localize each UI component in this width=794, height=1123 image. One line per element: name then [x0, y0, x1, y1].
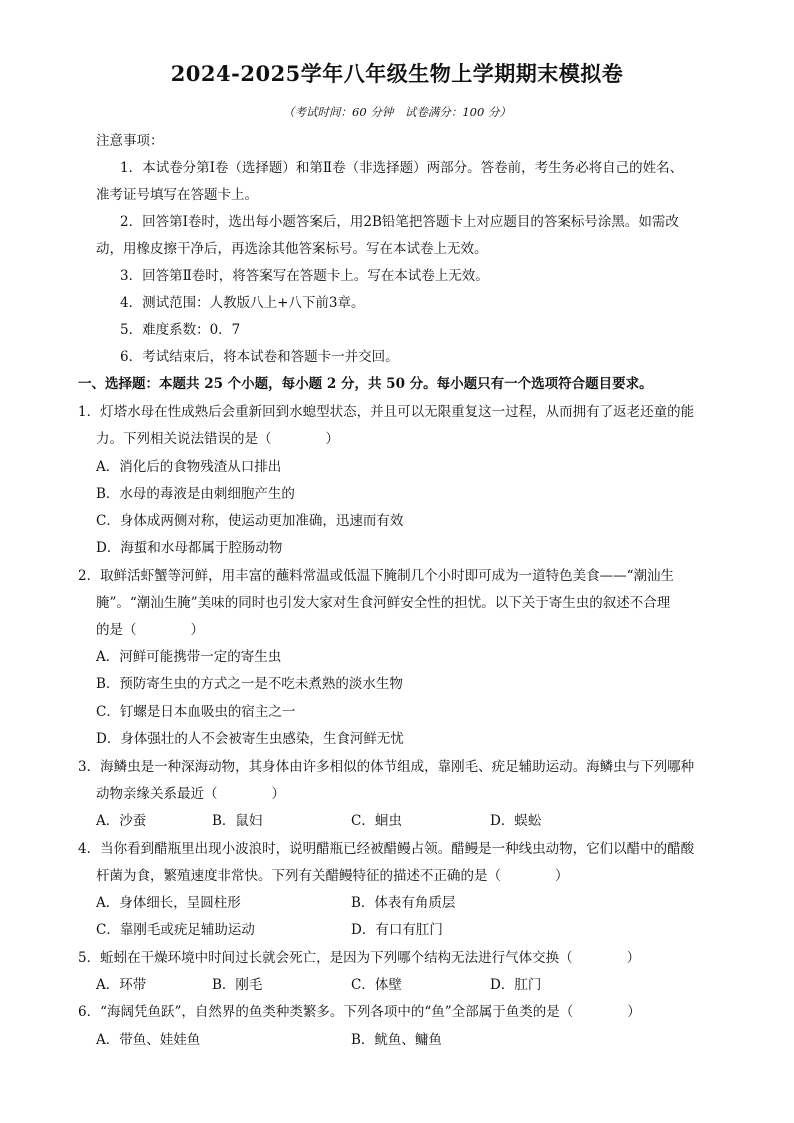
question-1-option-d: D．海蜇和水母都属于腔肠动物 [96, 540, 283, 556]
question-5-option-a: A．环带 [96, 977, 147, 993]
exam-info: （考试时间：60 分钟 试卷满分：100 分） [283, 105, 511, 119]
question-4-stem: 杆菌为食，繁殖速度非常快。下列有关醋鳗特征的描述不正确的是（ ） [96, 868, 569, 884]
question-3-stem: 动物亲缘关系最近（ ） [96, 786, 285, 802]
question-3-option-d: D．蜈蚣 [490, 813, 542, 829]
note-line: 2．回答第Ⅰ卷时，选出每小题答案后，用2B铅笔把答题卡上对应题目的答案标号涂黑。如需改 [120, 214, 679, 230]
question-3-option-a: A．沙蚕 [96, 813, 147, 829]
question-2-option-d: D．身体强壮的人不会被寄生虫感染，生食河鲜无忧 [96, 731, 404, 747]
question-6-option-a: A．带鱼、娃娃鱼 [96, 1032, 201, 1048]
question-2-option-a: A．河鲜可能携带一定的寄生虫 [96, 649, 282, 665]
question-1-stem: 力。下列相关说法错误的是（ ） [96, 431, 339, 447]
notes-heading: 注意事项： [96, 133, 164, 149]
question-2-stem: 腌”。“潮汕生腌”美味的同时也引发大家对生食河鲜安全性的担忧。以下关于寄生虫的叙述不合理 [96, 595, 671, 611]
question-4-option-b: B．体表有角质层 [351, 895, 456, 911]
note-line: 4．测试范围：人教版八上+八下前3章。 [120, 295, 365, 311]
question-4-option-a: A．身体细长，呈圆柱形 [96, 895, 241, 911]
question-5-option-c: C．体壁 [351, 977, 402, 993]
question-5-option-d: D．肛门 [490, 977, 542, 993]
section-heading: 一、选择题：本题共 25 个小题，每小题 2 分，共 50 分。每小题只有一个选项符合题目要求。 [78, 376, 653, 392]
question-1-stem: 1．灯塔水母在性成熟后会重新回到水螅型状态，并且可以无限重复这一过程，从而拥有了返老还童的能 [78, 404, 695, 420]
question-4-stem: 4．当你看到醋瓶里出现小波浪时，说明醋瓶已经被醋鳗占领。醋鳗是一种线虫动物，它们以醋中的醋酸 [78, 841, 695, 857]
note-line: 准考证号填写在答题卡上。 [96, 187, 258, 203]
note-line: 动，用橡皮擦干净后，再选涂其他答案标号。写在本试卷上无效。 [96, 241, 488, 257]
question-2-option-b: B．预防寄生虫的方式之一是不吃未煮熟的淡水生物 [96, 676, 403, 692]
question-5-option-b: B．刚毛 [212, 977, 263, 993]
question-4-option-c: C．靠刚毛或疣足辅助运动 [96, 922, 255, 938]
question-2-stem: 的是（ ） [96, 622, 204, 638]
question-6-option-b: B．鱿鱼、鳙鱼 [351, 1032, 442, 1048]
question-3-stem: 3．海鳞虫是一种深海动物，其身体由许多相似的体节组成，靠刚毛、疣足辅助运动。海鳞虫与下列哪种 [78, 759, 695, 775]
note-line: 3．回答第Ⅱ卷时，将答案写在答题卡上。写在本试卷上无效。 [120, 268, 489, 284]
question-4-option-d: D．有口有肛门 [351, 922, 443, 938]
question-1-option-b: B．水母的毒液是由刺细胞产生的 [96, 486, 295, 502]
note-line: 6．考试结束后，将本试卷和答题卡一并交回。 [120, 349, 399, 365]
question-5-stem: 5．蚯蚓在干燥环境中时间过长就会死亡，是因为下列哪个结构无法进行气体交换（ ） [78, 950, 641, 966]
question-2-stem: 2．取鲜活虾蟹等河鲜，用丰富的蘸料常温或低温下腌制几个小时即可成为一道特色美食——“潮汕生 [78, 568, 674, 584]
note-line: 5．难度系数：0．7 [120, 322, 241, 338]
question-1-option-a: A．消化后的食物残渣从口排出 [96, 459, 282, 475]
question-1-option-c: C．身体成两侧对称，使运动更加准确，迅速而有效 [96, 513, 404, 529]
question-3-option-c: C．蛔虫 [351, 813, 402, 829]
page-title: 2024-2025学年八年级生物上学期期末模拟卷 [170, 61, 624, 86]
question-6-stem: 6．“海阔凭鱼跃”，自然界的鱼类种类繁多。下列各项中的“鱼”全部属于鱼类的是（ ） [78, 1004, 641, 1020]
question-2-option-c: C．钉螺是日本血吸虫的宿主之一 [96, 704, 296, 720]
note-line: 1．本试卷分第Ⅰ卷（选择题）和第Ⅱ卷（非选择题）两部分。答卷前，考生务必将自己的姓名、 [120, 160, 684, 176]
question-3-option-b: B．鼠妇 [212, 813, 263, 829]
